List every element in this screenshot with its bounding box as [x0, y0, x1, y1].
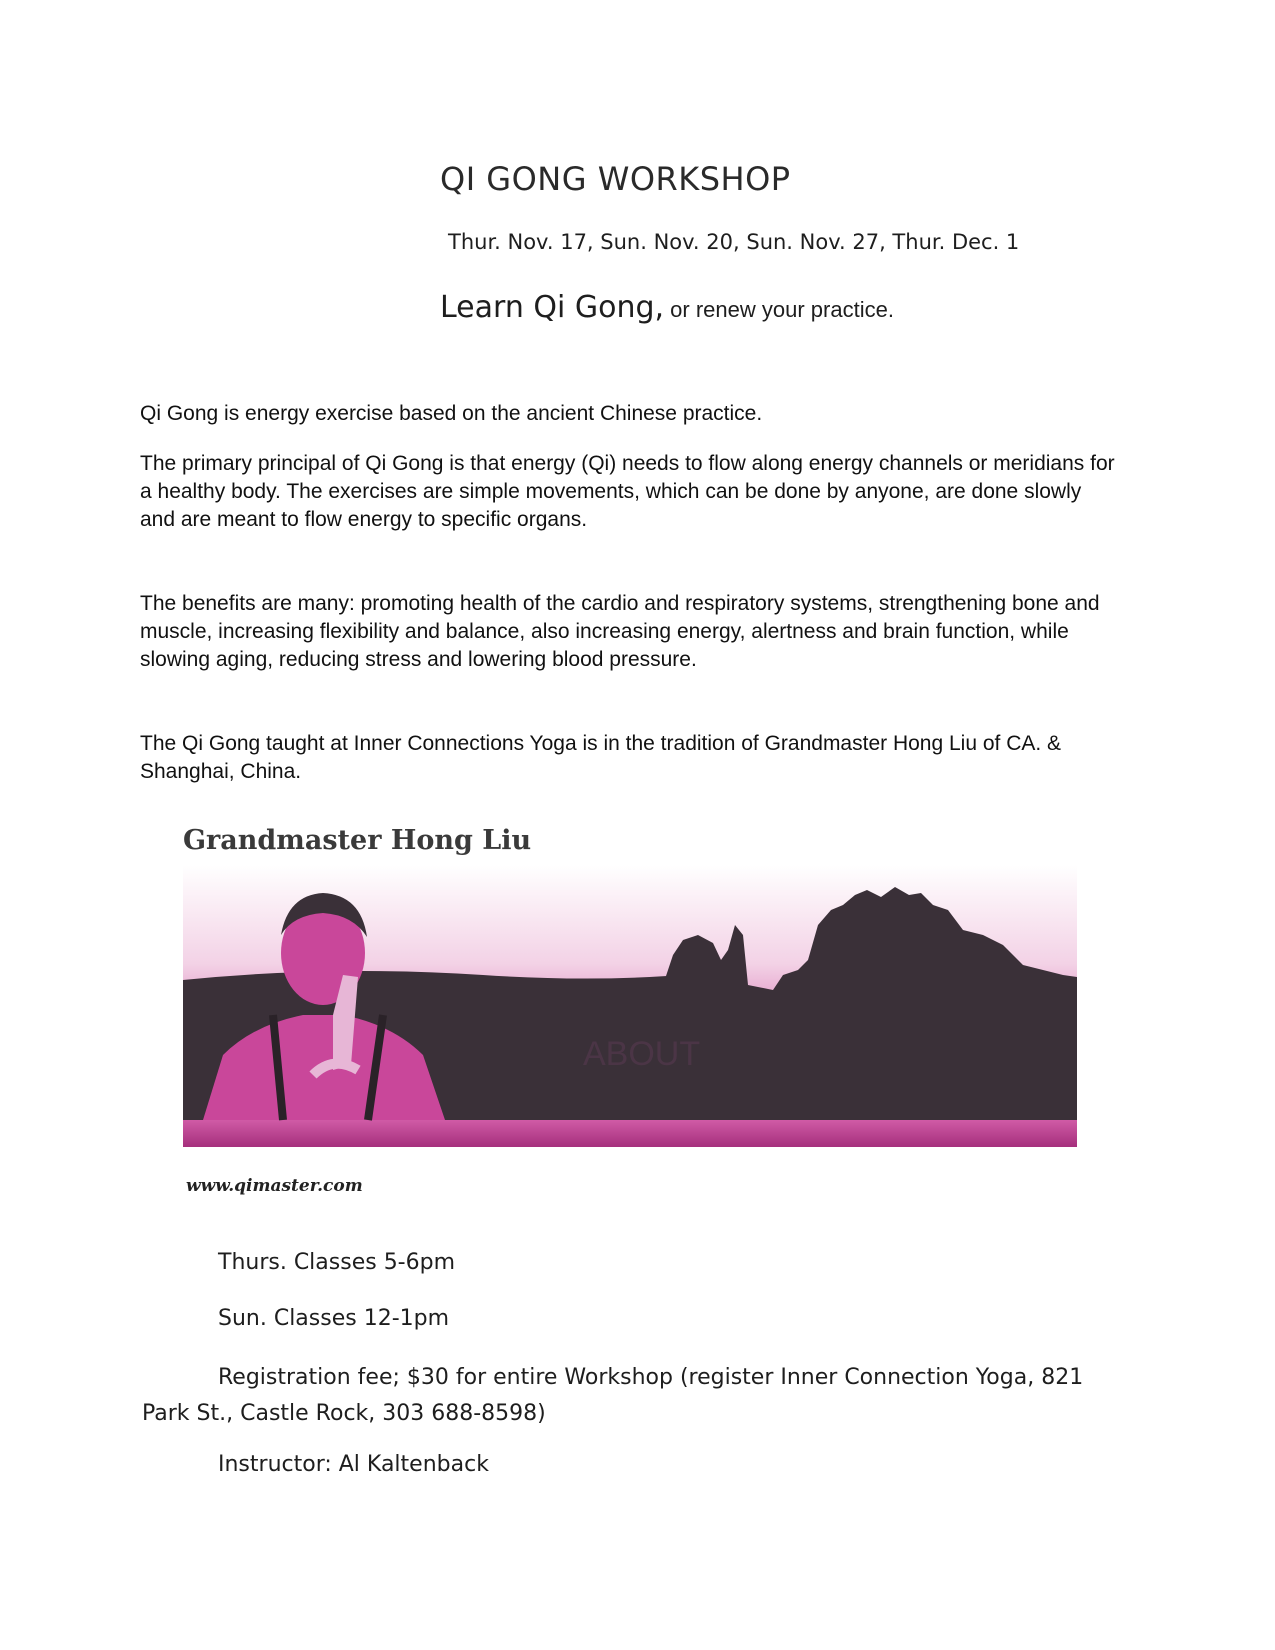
- banner-graphic: [183, 865, 1077, 1147]
- instructor-info: Instructor: Al Kaltenback: [218, 1452, 489, 1477]
- intro-paragraph: Qi Gong is energy exercise based on the ancient Chinese practice.: [140, 402, 763, 425]
- workshop-dates: Thur. Nov. 17, Sun. Nov. 20, Sun. Nov. 27, Thur. Dec. 1: [448, 230, 1020, 254]
- registration-info: Registration fee; $30 for entire Workshop (register Inner Connection Yoga, 821 Park St., Castle Rock, 303 688-8598): [142, 1365, 1084, 1426]
- tagline-main: Learn Qi Gong,: [440, 290, 665, 325]
- tagline: [440, 290, 894, 325]
- principle-paragraph: The primary principal of Qi Gong is that energy (Qi) needs to flow along energy channels or meridians for a healthy body. The exercises are simple movements, which can be done by anyone, are done slowly and are meant to flow energy to specific organs.: [140, 452, 1115, 531]
- thursday-schedule: Thurs. Classes 5-6pm: [218, 1250, 456, 1275]
- workshop-title: QI GONG WORKSHOP: [440, 160, 791, 198]
- benefits-paragraph: The benefits are many: promoting health of the cardio and respiratory systems, strengthening bone and muscle, increasing flexibility and balance, also increasing energy, alertness and brain function, while slowing aging, reducing stress and lowering blood pressure.: [140, 592, 1100, 671]
- banner-base-strip: [183, 1120, 1077, 1147]
- website-link[interactable]: www.qimaster.com: [186, 1176, 363, 1196]
- tagline-rest: or renew your practice.: [664, 297, 894, 322]
- photo-caption: Grandmaster Hong Liu: [183, 825, 532, 856]
- banner-overlay-text: ABOUT: [583, 1035, 701, 1073]
- sunday-schedule: Sun. Classes 12-1pm: [218, 1306, 450, 1331]
- grandmaster-banner-image: [183, 865, 1077, 1147]
- tradition-paragraph: The Qi Gong taught at Inner Connections Yoga is in the tradition of Grandmaster Hong Liu of CA. & Shanghai, China.: [140, 732, 1062, 783]
